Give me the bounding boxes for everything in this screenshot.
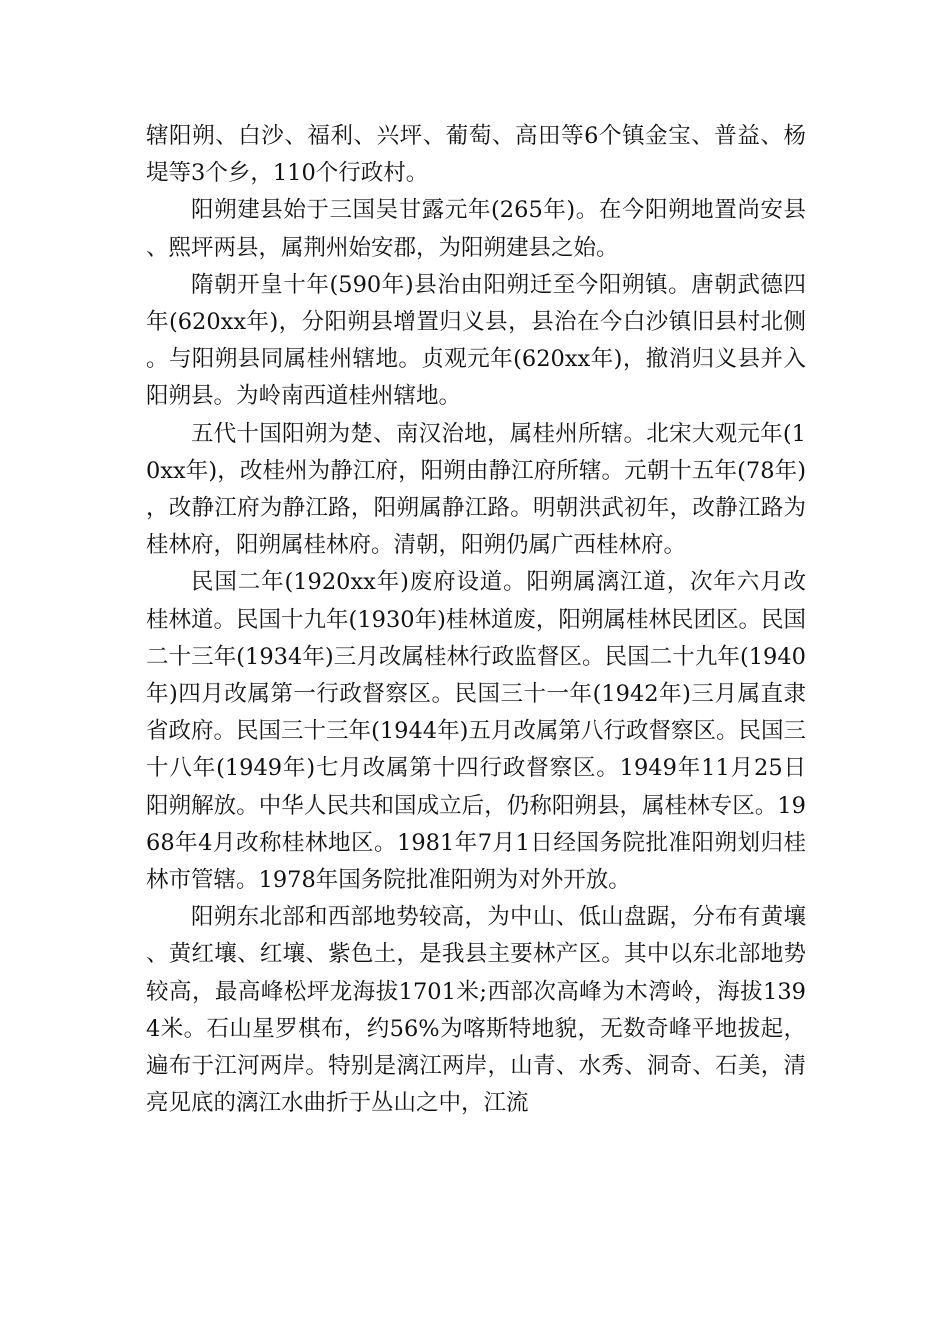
paragraph-geography: 阳朔东北部和西部地势较高，为中山、低山盘踞，分布有黄壤、黄红壤、红壤、紫色土，是我县主要林产区。其中以东北部地势较高，最高峰松坪龙海拔1701米;西部次高峰为木湾岭，海拔1394米。石山星罗棋布，约56%为喀斯特地貌，无数奇峰平地拔起，遍布于江河两岸。特别是漓江两岸，山青、水秀、洞奇、石美，清亮见底的漓江水曲折于丛山之中，江流 <box>146 904 806 1117</box>
document-page <box>146 118 806 1122</box>
paragraph-republic-era: 民国二年(1920xx年)废府设道。阳朔属漓江道，次年六月改桂林道。民国十九年(1930年)桂林道废，阳朔属桂林民团区。民国二十三年(1934年)三月改属桂林行政监督区。民国二十九年(1940年)四月改属第一行政督察区。民国三十一年(1942年)三月属直隶省政府。民国三十三年(1944年)五月改属第八行政督察区。民国三十八年(1949年)七月改属第十四行政督察区。1949年11月25日阳朔解放。中华人民共和国成立后，仍称阳朔县，属桂林专区。1968年4月改称桂林地区。1981年7月1日经国务院批准阳朔划归桂林市管辖。1978年国务院批准阳朔为对外开放。 <box>146 569 806 894</box>
paragraph-admin-divisions: 辖阳朔、白沙、福利、兴坪、葡萄、高田等6个镇金宝、普益、杨堤等3个乡，110个行政村。 <box>146 123 806 187</box>
paragraph-song-yuan-ming-qing: 五代十国阳朔为楚、南汉治地，属桂州所辖。北宋大观元年(10xx年)，改桂州为静江府，阳朔由静江府所辖。元朝十五年(78年)，改静江府为静江路，阳朔属静江路。明朝洪武初年，改静江路为桂林府，阳朔属桂林府。清朝，阳朔仍属广西桂林府。 <box>146 420 806 559</box>
paragraph-county-founding: 阳朔建县始于三国吴甘露元年(265年)。在今阳朔地置尚安县、熙坪两县，属荆州始安郡，为阳朔建县之始。 <box>146 197 806 261</box>
paragraph-sui-tang: 隋朝开皇十年(590年)县治由阳朔迁至今阳朔镇。唐朝武德四年(620xx年)，分阳朔县增置归义县，县治在今白沙镇旧县村北侧。与阳朔县同属桂州辖地。贞观元年(620xx年)，撤消归义县并入阳朔县。为岭南西道桂州辖地。 <box>146 271 806 410</box>
